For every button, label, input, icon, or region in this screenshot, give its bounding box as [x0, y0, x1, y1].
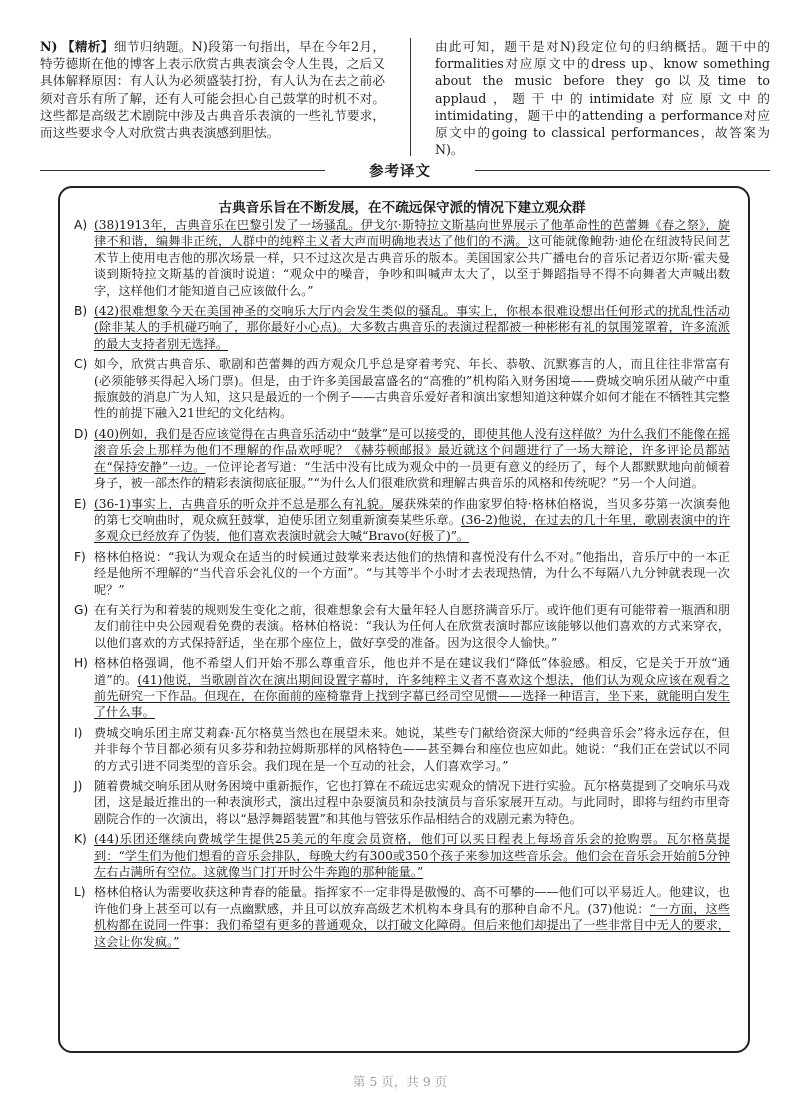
paragraph-label: B) [74, 304, 88, 319]
sentence: 一位评论者写道：“生活中没有比成为观众中的一员更有意义的经历了，每个人都默默地向前倾着身子，被一部杰作的精彩表演彻底征服。”“为什么人们很难欣赏和理解古典音乐的风格和传统呢？”另一个人问道。 [94, 459, 731, 491]
paragraph-label: K) [74, 832, 87, 847]
analysis-section [40, 38, 770, 158]
paragraph [74, 602, 730, 651]
sentence: 格林伯格说：“我认为观众在适当的时候通过鼓掌来表达他们的热情和喜悦没有什么不对。”他指出，音乐厅中的一本正经是他所不理解的“当代音乐会礼仪的一个方面”。“与其等半个小时才去表现热情，为什么不每隔八九分钟就表现一次呢？” [94, 549, 730, 597]
sentence: 在有关行为和着装的规则发生变化之前，很难想象会有大量年轻人自愿挤满音乐厅。或许他们更有可能带着一瓶酒和朋友们前往中央公园观看免费的表演。格林伯格说：“我认为任何人在欣赏表演时都应该能够以他们喜欢的方式来穿衣，以他们喜欢的方式保持舒适，坐在那个座位上，做好享受的准备。因为这很令人愉快。” [94, 602, 730, 650]
underlined-sentence: (42)很难想象今天在美国神圣的交响乐大厅内会发生类似的骚乱。 [94, 304, 456, 319]
answer-key-label: N) [40, 39, 58, 54]
paragraph [74, 884, 730, 950]
underlined-sentence: (38)1913年，古典音乐在巴黎引发了一场骚乱。伊戈尔·斯特拉文斯基向世界展示了他革命性的芭蕾舞《春之祭》，旋律不和谐，编舞非正统，人群中的纯粹主义者大声而明确地表达了他们的不满。 [94, 218, 730, 249]
page-number: 第 5 页，共 9 页 [352, 1074, 448, 1089]
paragraph [74, 725, 730, 774]
paragraph [74, 303, 730, 352]
analysis-left-column [40, 38, 385, 141]
underlined-sentence: (44)乐团还继续向费城学生提供25美元的年度会员资格，他们可以买日程表上每场音乐会的抢购票。 [94, 832, 667, 847]
paragraph-label: F) [74, 549, 86, 564]
analysis-right-text: 由此可知，题干是对N)段定位句的归纳概括。题干中的formalities对应原文中的dress up、know something about the music before they go以及time to applaud，题干中的intimidate对应原文中的intimidating，题干中的attending a performance对应原文中的going to classical performances，故答案为N)。 [435, 39, 770, 158]
underlined-sentence: “一方面，这些机构都在说同一件事：我们希望有更多的普通观众，以打破文化障碍。但后来他们却提出了一些非常目中无人的要求，这会让你发疯。” [94, 901, 730, 949]
paragraph [74, 217, 730, 299]
underlined-sentence: 瓦尔格莫提到：“学生们为他们想看的音乐会排队，每晚大约有300或350个孩子来参加这些音乐会。他们会在音乐会开始前5分钟左右占满所有空位。这就像当门打开时公牛奔跑的那种能量。” [94, 832, 730, 880]
paragraph-label: I) [74, 725, 83, 740]
sentence: 格林伯格认为需要收获这种青春的能量。指挥家不一定非得是傲慢的、高不可攀的——他们可以平易近人。他建议，也许他们身上甚至可以有一点幽默感，并且可以放弃高级艺术机构本身具有的那种自命不凡。(37)他说： [94, 885, 730, 916]
paragraph-label: D) [74, 426, 89, 441]
paragraph-label: L) [74, 885, 86, 900]
underlined-sentence: 大多数古典音乐的表演过程都被一种彬彬有礼的氛围笼罩着，许多流派的最大支持者别无选择。 [94, 320, 730, 351]
paragraph-label: J) [74, 779, 83, 793]
sentence: 费城交响乐团主席艾莉森·瓦尔格莫当然也在展望未来。她说，某些专门献给资深大师的“经典音乐会”将永远存在，但并非每个节目都必须有贝多芬和勃拉姆斯那样的风格特色——甚至舞台和座位也应如此。她说：“我们正在尝试以不同的方式引进不同类型的音乐会。我们现在是一个互动的社会，人们喜欢学习。” [94, 725, 730, 773]
sentence: 屡获殊荣的作曲家罗伯特·格林伯格说，当贝多芬第一次演奏他的第七交响曲时，观众疯狂鼓掌，迫使乐团立刻重新演奏某些乐章。 [94, 496, 731, 527]
paragraph [74, 356, 730, 422]
underlined-sentence: (36-1)事实上，古典音乐的听众并不总是那么有礼貌。 [94, 496, 392, 511]
translation-paragraphs [74, 217, 730, 950]
sentence: 这可能就像鲍勃·迪伦在纽波特民间艺术节上使用电吉他的那次场景一样，只不过这次是古典音乐的版本。美国国家公共广播电台的音乐记者迈尔斯·霍夫曼谈到斯特拉文斯基的首演时说道：“观众中的噪音，争吵和叫喊声太大了，以至于舞蹈指导不得不向舞者大声喊出数字，这样他们才能知道自己应该做什么。” [94, 234, 731, 298]
paragraph [74, 655, 730, 721]
analysis-tag: 【精析】 [61, 39, 114, 54]
column-divider [410, 38, 411, 156]
paragraph-label: A) [74, 218, 88, 232]
section-title: 参考译文 [369, 163, 431, 180]
paragraph-label: C) [74, 357, 88, 372]
sentence: 如今，欣赏古典音乐、歌剧和芭蕾舞的西方观众几乎总是穿着考究、年长、恭敬、沉默寡言的人，而且往往非常富有(必须能够买得起入场门票)。但是，由于许多美国最富盛名的“高雅的”机构陷入财务困境——费城交响乐团从破产中重振旗鼓的消息广为人知，这只是最近的一个例子——古典音乐爱好者和演出家想知道这种媒介如何才能在不牺牲其完整性的前提下融入21世纪的文化结构。 [94, 357, 730, 421]
paragraph-label: G) [74, 602, 89, 617]
underlined-sentence: (40)例如，我们是否应该觉得在古典音乐活动中“鼓掌”是可以接受的，即使其他人没有这样做？为什么我们不能像在摇滚音乐会上那样为他们不理解的作品欢呼呢？《赫芬顿邮报》最近就这个问题进行了一场大辩论，许多评论员都站在“保持安静”一边。 [94, 426, 730, 474]
paragraph [74, 549, 730, 598]
underlined-sentence: 事实上，你根本很难设想出任何形式的扰乱性活动(除非某人的手机碰巧响了，那你最好小心点)。 [94, 304, 730, 335]
sentence: 随着费城交响乐团从财务困境中重新振作，它也打算在不疏远忠实观众的情况下进行实验。瓦尔格莫提到了交响乐马戏团，这是最近推出的一种表演形式，演出过程中杂耍演员和杂技演员与音乐家展开互动。与此同时，即将与纽约市里奇剧院合作的一次演出，将以“悬浮舞蹈装置”和其他与管弦乐作品相结合的戏剧元素为特色。 [94, 779, 730, 826]
paragraph [74, 831, 730, 880]
underlined-sentence: (41)他说，当歌剧首次在演出期间设置字幕时，许多纯粹主义者不喜欢这个想法，他们认为观众应该在观看之前先研究一下作品。但现在，在你面前的座椅靠背上找到字幕已经司空见惯——选择一种语言，坐下来，就能明白发生了什么事。 [94, 672, 730, 720]
analysis-left-text: 细节归纳题。N)段第一句指出，早在今年2月，特劳德斯在他的博客上表示欣赏古典表演会令人生畏，之后又具体解释原因：有人认为必须盛装打扮，有人认为在去之前必须对音乐有所了解，还有人可能会担心自己鼓掌的时机不对。这些都是高级艺术剧院中涉及古典音乐表演的一些礼节要求，而这些要求令人对欣赏古典表演感到胆怯。 [40, 39, 385, 141]
translation-title: 古典音乐旨在不断发展，在不疏远保守派的情况下建立观众群 [218, 200, 586, 216]
title-rule-right [475, 170, 770, 171]
paragraph-label: E) [74, 496, 87, 511]
paragraph [74, 778, 730, 827]
paragraph [74, 426, 730, 492]
paragraph-label: H) [74, 656, 88, 671]
translation-box [58, 186, 750, 1053]
paragraph [74, 496, 730, 545]
underlined-sentence: (36-2)他说，在过去的几十年里，歌剧表演中的许多观众已经放弃了伪装，他们喜欢表演时就会大喊“Bravo(好极了)”。 [94, 512, 731, 544]
sentence: 格林伯格强调，他不希望人们开始不那么尊重音乐，他也并不是在建议我们“降低”体验感。相反，它是关于开放“通道”的。 [94, 656, 730, 687]
